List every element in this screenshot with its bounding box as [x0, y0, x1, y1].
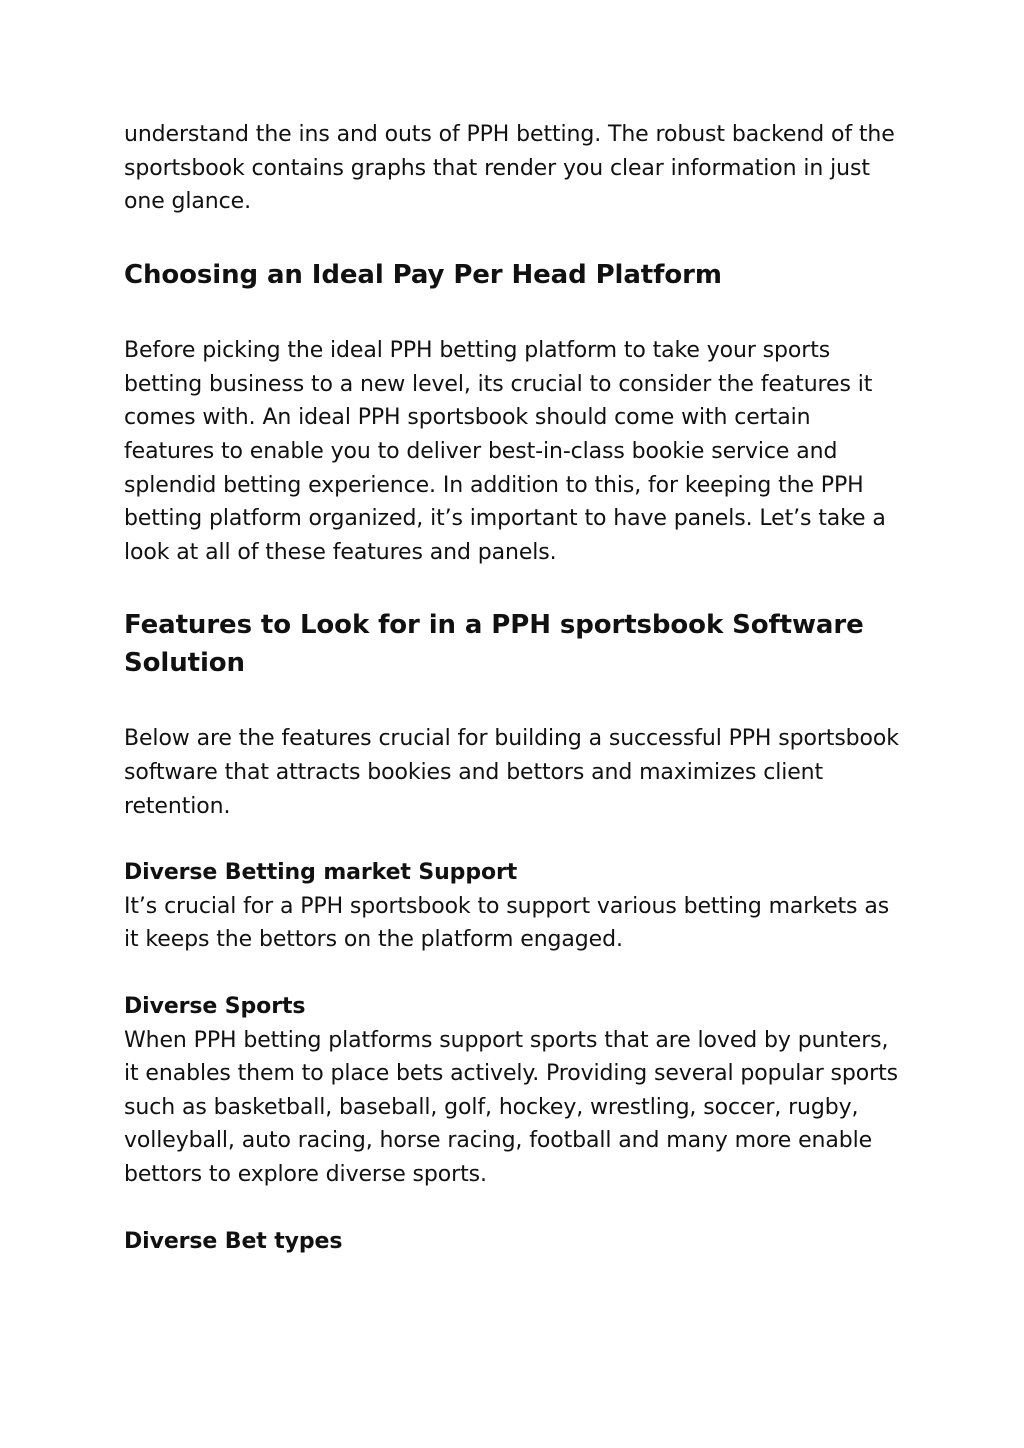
section-features: [124, 607, 904, 823]
section-heading: Features to Look for in a PPH sportsbook Software Solution: [124, 610, 864, 678]
section-heading: Choosing an Ideal Pay Per Head Platform: [124, 259, 722, 290]
feature-text: When PPH betting platforms support sports that are loved by punters, it enables them to place bets actively. Providing several popular sports such as basketball, baseball, golf, hockey, wrestling, soccer, rugby, volleyball, auto racing, horse racing, football and many more enable bettors to explore diverse sports.: [124, 1027, 898, 1187]
intro-paragraph: understand the ins and outs of PPH betting. The robust backend of the sportsbook contains graphs that render you clear information in just one glance.: [124, 122, 895, 215]
section-paragraph: Below are the features crucial for building a successful PPH sportsbook software that attracts bookies and bettors and maximizes client retention.: [124, 726, 899, 819]
document-page: [124, 118, 904, 1258]
feature-bet-types: [124, 1225, 904, 1259]
feature-betting-markets: [124, 856, 904, 957]
feature-title: Diverse Betting market Support: [124, 860, 518, 886]
feature-sports: [124, 990, 904, 1192]
feature-title: Diverse Bet types: [124, 1228, 343, 1254]
section-choosing-platform: [124, 257, 904, 570]
feature-title: Diverse Sports: [124, 994, 306, 1019]
section-paragraph: Before picking the ideal PPH betting platform to take your sports betting business to a new level, its crucial to consider the features it comes with. An ideal PPH sportsbook should come with certain features to enable you to deliver best-in-class bookie service and splendid betting experience. In addition to this, for keeping the PPH betting platform organized, it’s important to have panels. Let’s take a look at all of these features and panels.: [124, 338, 886, 565]
feature-text: It’s crucial for a PPH sportsbook to support various betting markets as it keeps the bettors on the platform engaged.: [124, 893, 890, 953]
